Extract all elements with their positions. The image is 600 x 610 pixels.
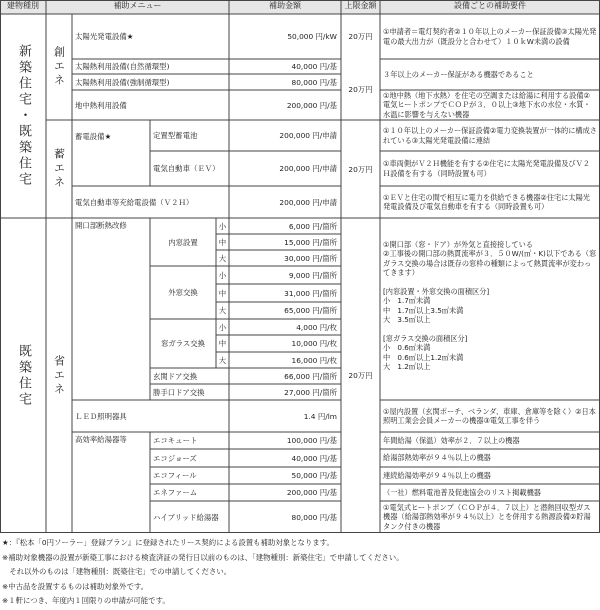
footnotes: [2, 536, 598, 609]
category-create: 創エネ: [52, 46, 66, 88]
req-enefarm: （一社）燃料電池普及促進協会のリスト掲載機器: [383, 487, 541, 497]
amount-storage-battery: 200,000 円/申請: [279, 131, 337, 140]
label-enefarm: エネファーム: [153, 488, 198, 497]
note-line: それ以外のものは「建物種別：既築住宅」での申請してください。: [2, 567, 232, 576]
header-requirements: 設備ごとの補助要件: [380, 0, 600, 14]
amount-back-door: 27,000 円/箇所: [284, 387, 337, 397]
amount-enefarm: 200,000 円/基: [286, 488, 337, 497]
label-ecofeel: エコフィール: [153, 471, 197, 480]
sub-stationary-battery: 定置型蓄電池: [153, 131, 198, 140]
amount-inner_window-1: 15,000 円/箇所: [284, 237, 337, 247]
amount-solar-pv: 50,000 円/kW: [287, 32, 337, 41]
amount-outer_window-0: 9,000 円/箇所: [288, 270, 337, 280]
menu-v2h: 電気自動車等充給電設備（Ｖ２Ｈ）: [75, 197, 194, 207]
menu-geothermal: 地中熱利用設備: [75, 100, 127, 110]
amount-solar-thermal-natural: 40,000 円/基: [291, 62, 337, 71]
req-ecofeel: 連続給湯効率が９４％以上の機器: [383, 470, 491, 480]
note-line: ※補助対象機器の設置が新築工事における検査済証の発行日以前のものは、「建物種別：新築住宅」で申請してください。: [2, 552, 404, 562]
req-hybrid: ①電気式ヒートポンプ（ＣＯＰが４．７以上）と潜熱回収型ガス機器（給湯部熱効率が９４％以上）とを併用する熱源設備②貯湯タンク付きの機器: [383, 502, 591, 531]
amount-entrance-door: 66,000 円/箇所: [284, 371, 337, 381]
label-ecocute: エコキュート: [153, 436, 198, 445]
amount-solar-thermal-forced: 80,000 円/基: [291, 77, 337, 87]
size-inner_window-2: 大: [218, 253, 227, 263]
header-menu: 補助メニュー: [46, 0, 229, 14]
amount-glass-0: 4,000 円/枚: [296, 322, 337, 332]
req-opening: ①開口部（窓・ドア）が外気と直接接している ②工事後の開口部の熱貫流率が３．５０W/(㎡・K)以下である（窓ガラス交換の場合は既存の窓枠の種類によって熱貫流率が変わってきます） [内窓設置・外窓交換の面積区分] 小 1.7㎡未満 中 1.7㎡以上3.5㎡未満 大 3.5㎡以上 [窓ガラス交換の面積区分] 小 0.6㎡未満 中 0.6㎡以上1.2㎡未満 大 1.2㎡以上: [383, 240, 597, 372]
label-window-glass: 窓ガラス交換: [160, 339, 206, 348]
amount-outer_window-2: 65,000 円/箇所: [284, 306, 337, 315]
amount-inner_window-0: 6,000 円/箇所: [288, 221, 337, 231]
limit-solar-pv: 20万円: [348, 32, 373, 41]
amount-ecocute: 100,000 円/基: [286, 436, 337, 445]
menu-solar-pv: 太陽光発電設備★: [75, 32, 134, 41]
building-type-existing: 既築住宅: [16, 343, 31, 408]
amount-outer_window-1: 31,000 円/箇所: [284, 288, 337, 298]
category-save: 省エネ: [52, 354, 66, 397]
size-outer_window-2: 大: [218, 306, 227, 315]
menu-led: ＬＥＤ照明器具: [75, 411, 127, 421]
size-inner_window-0: 小: [218, 221, 227, 231]
note-line: ★：『松本「0円ソーラー」登録プラン』に登録されたリース契約による設置も補助対象となります。: [2, 538, 334, 547]
label-inner-window: 内窓設置: [168, 237, 198, 247]
label-hybrid: ハイブリッド給湯器: [153, 512, 219, 522]
req-led: ①屋内設置（玄関ポーチ、ベランダ、車庫、倉庫等を除く）②日本照明工業会会員メーカーの機器③電気工事を伴う: [383, 406, 596, 425]
req-ecocute: 年間給湯（保温）効率が２．７以上の機器: [383, 435, 520, 445]
size-glass-2: 大: [218, 355, 227, 365]
amount-glass-2: 16,000 円/枚: [291, 355, 337, 365]
amount-hybrid: 80,000 円/基: [291, 512, 337, 522]
amount-ecojozu: 40,000 円/基: [291, 453, 337, 463]
amount-inner_window-2: 30,000 円/箇所: [284, 253, 337, 263]
label-entrance-door: 玄関ドア交換: [153, 371, 198, 381]
menu-solar-thermal-forced: 太陽熱利用設備(強制循環型): [75, 77, 170, 87]
header-limit: 上限金額: [341, 0, 380, 14]
size-outer_window-0: 小: [218, 270, 227, 280]
sub-ev: 電気自動車（ＥＶ）: [153, 164, 220, 173]
size-outer_window-1: 中: [218, 288, 227, 298]
label-back-door: 勝手口ドア交換: [153, 387, 205, 397]
size-glass-1: 中: [218, 339, 227, 348]
menu-opening-insulation: 開口部断熱改修: [75, 221, 127, 230]
amount-v2h: 200,000 円/申請: [279, 197, 337, 207]
limit-create: 20万円: [348, 85, 373, 94]
amount-ecofeel: 50,000 円/基: [291, 471, 337, 480]
note-line: ※中古品を設置するものは補助対象外です。: [2, 581, 149, 591]
limit-storage: 20万円: [348, 164, 373, 174]
amount-led: 1.4 円/lm: [303, 411, 337, 421]
limit-save: 20万円: [348, 371, 373, 380]
size-glass-0: 小: [218, 322, 227, 332]
label-ecojozu: エコジョーズ: [153, 453, 197, 463]
menu-solar-thermal-natural: 太陽熱利用設備(自然循環型): [75, 62, 170, 71]
amount-geothermal: 200,000 円/基: [286, 100, 337, 110]
req-geothermal: ①地中熱（地下水熱）を住宅の空調または給湯に利用する設備②電気ヒートポンプでＣＯＰが３．０以上③地下水の水位・水質・水温に影響を与えない機器: [383, 90, 591, 119]
amount-ev: 200,000 円/申請: [279, 164, 337, 173]
menu-storage-battery: 蓄電設備★: [75, 132, 112, 141]
building-type-new-existing: 新築住宅・既築住宅: [16, 44, 31, 188]
amount-glass-1: 10,000 円/枚: [291, 339, 337, 348]
label-outer-window: 外窓交換: [168, 288, 198, 297]
req-ev: ①車両側がＶ２Ｈ機能を有する②住宅に太陽光発電設備及びＶ２Ｈ設備を有する（同時設置も可）: [383, 159, 590, 178]
category-storage: 蓄エネ: [52, 148, 66, 190]
note-line: ※１軒につき、年度内１回限りの申請が可能です。: [2, 596, 170, 605]
header-building-type: 建物種別: [0, 0, 46, 14]
req-v2h: ①ＥＶと住宅の間で相互に電力を供給できる機器②住宅に太陽光発電設備及び電気自動車を有する（同時設置も可）: [383, 192, 590, 211]
size-inner_window-1: 中: [218, 237, 227, 247]
req-solar-thermal: ３年以上のメーカー保証がある機器であること: [383, 69, 534, 79]
req-storage-battery: ①１０年以上のメーカー保証設備②電力変換装置が一体的に構成されている③太陽光発電設備に連結: [383, 126, 597, 145]
menu-water-heater: 高効率給湯器等: [75, 435, 127, 444]
req-ecojozu: 給湯部熱効率が９４％以上の機器: [383, 453, 491, 463]
header-amount: 補助金額: [229, 0, 341, 14]
req-solar-pv: ①申請者＝電灯契約者②１０年以上のメーカー保証設備③太陽光発電の最大出力が（既設分と合わせて）１０ｋW未満の設備: [383, 27, 597, 46]
